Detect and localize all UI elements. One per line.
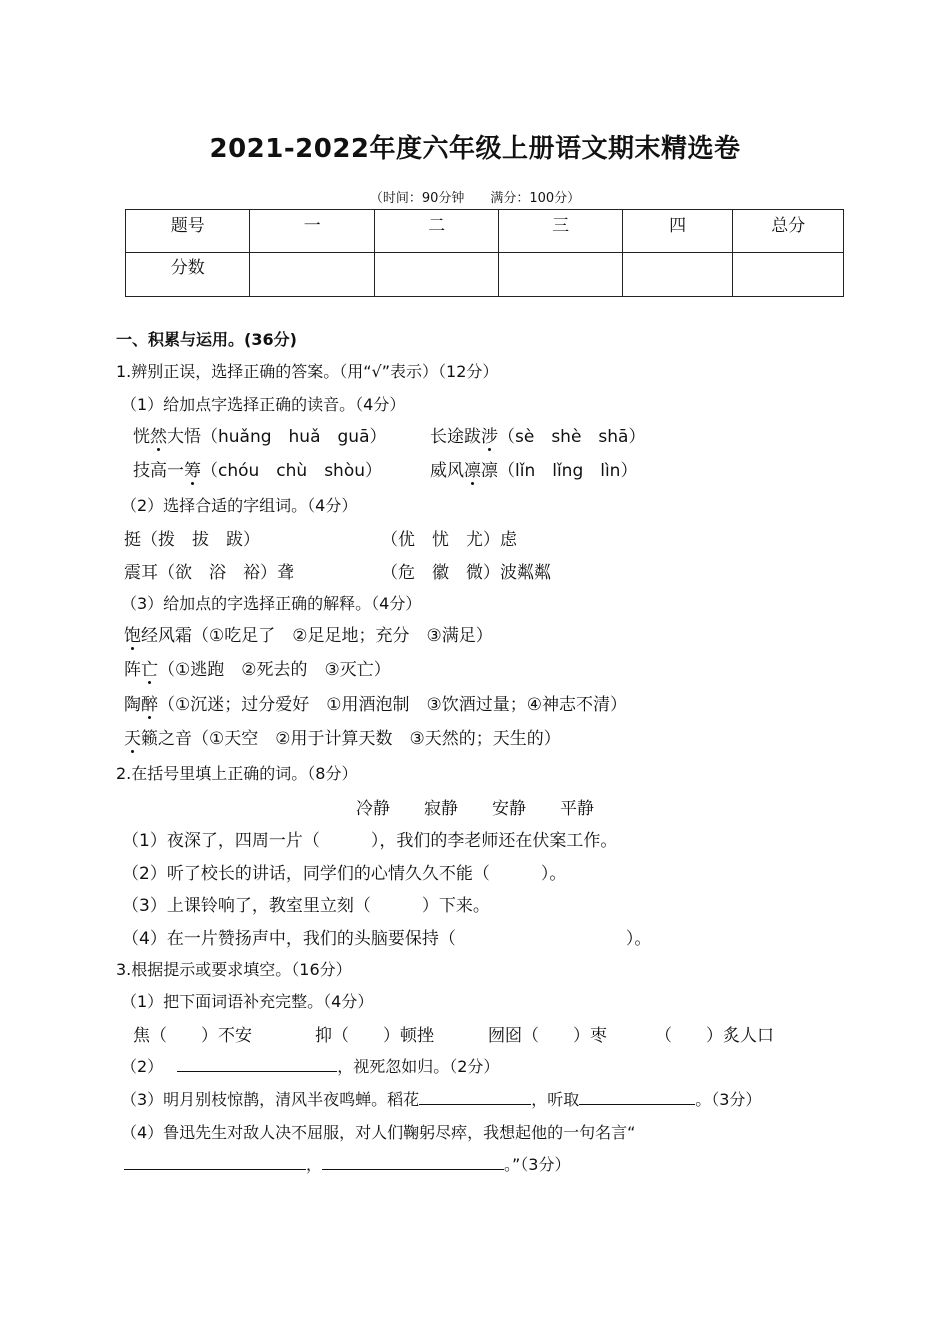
answer-blank[interactable] <box>579 1089 695 1105</box>
pinyin-item-3: 技高一筹（chóu chù shòu） <box>133 456 382 481</box>
dotted-char: 醉 <box>141 690 158 715</box>
answer-blank[interactable] <box>177 1056 337 1072</box>
question-1-part-1-stem: （1）给加点字选择正确的读音。（4分） <box>121 395 406 414</box>
question-1-stem: 1.辨别正误，选择正确的答案。（用“√”表示）（12分） <box>116 362 499 381</box>
fill-sentence-2: （2）听了校长的讲话，同学们的心情久久不能（ ）。 <box>122 864 567 884</box>
answer-blank[interactable] <box>322 1154 504 1170</box>
answer-blank[interactable] <box>419 1089 531 1105</box>
header-cell-question-number: 题号 <box>126 210 250 253</box>
idiom-item-1: 焦（ ）不安 <box>133 1026 252 1046</box>
header-cell-part-4: 四 <box>622 210 733 253</box>
char-choice-1: 挺（拨 拔 跋） <box>124 530 260 550</box>
section-1-heading: 一、积累与运用。(36分) <box>116 330 297 349</box>
score-cell[interactable] <box>250 253 374 297</box>
pinyin-item-4: 威风凛凛（lǐn lǐng lìn） <box>430 456 637 481</box>
dotted-char: 凛 <box>464 456 481 481</box>
meaning-item-4: 天籁之音（①天空 ②用于计算天数 ③天然的；天生的） <box>124 724 561 749</box>
fill-sentence-1: （1）夜深了，四周一片（ ），我们的李老师还在伏案工作。 <box>122 831 618 851</box>
header-cell-part-3: 三 <box>499 210 622 253</box>
question-1-part-3-stem: （3）给加点的字选择正确的解释。（4分） <box>121 594 422 613</box>
idiom-item-2: 抑（ ）顿挫 <box>315 1026 434 1046</box>
score-table-header-row <box>126 210 844 253</box>
dotted-char: 然 <box>150 422 167 447</box>
word-bank-item: 冷静 <box>356 799 390 819</box>
dotted-char: 涉 <box>481 422 498 447</box>
idiom-item-3: 囫囵（ ）枣 <box>488 1026 607 1046</box>
word-bank <box>0 794 950 819</box>
question-2-stem: 2.在括号里填上正确的词。（8分） <box>116 764 358 783</box>
score-cell[interactable] <box>622 253 733 297</box>
dotted-char: 亡 <box>141 655 158 680</box>
dotted-char: 筹 <box>184 456 201 481</box>
question-3-stem: 3.根据提示或要求填空。（16分） <box>116 960 352 979</box>
word-bank-item: 安静 <box>492 799 526 819</box>
page-title: 2021-2022年度六年级上册语文期末精选卷 <box>209 134 741 164</box>
question-3-part-4-blanks: ， 。”（3分） <box>124 1152 571 1175</box>
header-cell-part-1: 一 <box>250 210 374 253</box>
meaning-item-3: 陶醉（①沉迷；过分爱好 ①用酒泡制 ③饮酒过量；④神志不清） <box>124 690 627 715</box>
header-cell-total: 总分 <box>733 210 844 253</box>
score-table <box>125 209 844 297</box>
time-limit: （时间：90分钟 <box>369 191 465 206</box>
pinyin-item-2: 长途跋涉（sè shè shā） <box>430 422 645 447</box>
question-3-part-1-stem: （1）把下面词语补充完整。（4分） <box>121 992 374 1011</box>
question-3-part-3: （3）明月别枝惊鹊，清风半夜鸣蝉。稻花 ，听取 。（3分） <box>121 1090 762 1109</box>
char-choice-4: （危 徽 微）波粼粼 <box>381 563 551 583</box>
char-choice-3: 震耳（欲 浴 裕）聋 <box>124 563 294 583</box>
meaning-item-2: 阵亡（①逃跑 ②死去的 ③灭亡） <box>124 655 391 680</box>
score-cell[interactable] <box>499 253 622 297</box>
exam-info <box>0 187 950 206</box>
word-bank-item: 平静 <box>560 799 594 819</box>
meaning-item-1: 饱经风霜（①吃足了 ②足足地；充分 ③满足） <box>124 621 493 646</box>
fill-sentence-3: （3）上课铃响了，教室里立刻（ ）下来。 <box>122 896 490 916</box>
word-bank-item: 寂静 <box>424 799 458 819</box>
fill-sentence-4: （4）在一片赞扬声中，我们的头脑要保持（ ）。 <box>122 929 652 949</box>
char-choice-2: （优 忧 尤）虑 <box>381 530 517 550</box>
dotted-char: 饱 <box>124 621 141 646</box>
full-score: 满分：100分） <box>490 191 581 206</box>
header-cell-part-2: 二 <box>374 210 498 253</box>
score-table-score-row <box>126 253 844 297</box>
question-1-part-2-stem: （2）选择合适的字组词。（4分） <box>121 496 358 515</box>
dotted-char: 天 <box>124 724 141 749</box>
score-cell[interactable] <box>374 253 498 297</box>
question-3-part-2: （2） ，视死忽如归。（2分） <box>121 1057 500 1076</box>
pinyin-item-1: 恍然大悟（huǎng huǎ guā） <box>133 422 386 447</box>
score-cell[interactable] <box>733 253 844 297</box>
answer-blank[interactable] <box>124 1154 306 1170</box>
row-label-score: 分数 <box>126 253 250 297</box>
question-3-part-4-stem: （4）鲁迅先生对敌人决不屈服，对人们鞠躬尽瘁，我想起他的一句名言“ <box>121 1123 636 1142</box>
idiom-item-4: （ ）炙人口 <box>655 1026 774 1046</box>
